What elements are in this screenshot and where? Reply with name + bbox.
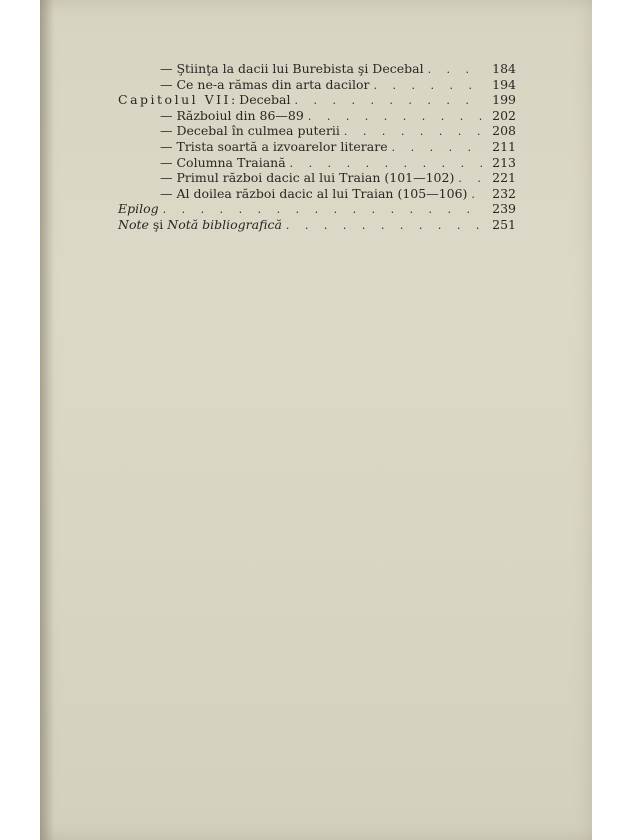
- dot-leader: [340, 124, 482, 140]
- entry-connector: şi: [148, 216, 168, 232]
- dot-leader: [159, 202, 482, 218]
- toc-entry-text: [118, 217, 282, 233]
- toc-entry: [118, 61, 516, 77]
- entry-dash: —: [160, 61, 177, 76]
- page-number: 251: [492, 216, 516, 232]
- entry-dash: —: [160, 107, 177, 123]
- dot-leader: [282, 218, 482, 234]
- toc-entry-text: [118, 155, 286, 171]
- dot-leader: [286, 156, 482, 172]
- toc-entry: [118, 123, 516, 139]
- toc-entry-text: [118, 186, 467, 202]
- entry-title: Ce ne-a rămas din arta dacilor: [176, 76, 370, 92]
- entry-dash: —: [160, 138, 177, 154]
- entry-title: : Decebal: [231, 92, 291, 108]
- toc-entry-text: [118, 170, 454, 186]
- dot-leader: [388, 140, 482, 156]
- entry-title: Primul război dacic al lui Traian (101—102): [176, 170, 455, 186]
- toc-entry: [118, 77, 516, 93]
- chapter-label: Capitolul VII: [118, 92, 231, 108]
- dot-leader: [454, 171, 482, 187]
- toc-entry: [118, 139, 516, 155]
- dot-leader: [304, 109, 482, 125]
- entry-dash: —: [160, 170, 177, 186]
- toc-entry-text: [118, 139, 388, 155]
- dot-leader: [424, 62, 482, 78]
- entry-dash: —: [160, 154, 177, 170]
- entry-title: Trista soartă a izvoarelor literare: [176, 138, 388, 154]
- spine-shadow: [40, 0, 54, 840]
- entry-dash: —: [160, 123, 177, 139]
- toc-entry-text: [118, 61, 424, 77]
- table-of-contents: [118, 61, 516, 233]
- toc-epilog-entry: [118, 201, 516, 217]
- page-number: 213: [492, 154, 516, 170]
- dot-leader: [290, 93, 482, 109]
- entry-title: Epilog: [118, 201, 159, 217]
- entry-title: Decebal în culmea puterii: [176, 123, 340, 139]
- entry-title: Ştiinţa la dacii lui Burebista şi Decebal: [176, 61, 424, 76]
- page-number: 221: [492, 170, 516, 186]
- toc-entry: [118, 155, 516, 171]
- toc-entry-text: [118, 108, 304, 124]
- entry-title: Columna Traiană: [176, 154, 286, 170]
- entry-dash: —: [160, 76, 177, 92]
- toc-entry-text: [118, 77, 370, 93]
- toc-chapter-entry: [118, 92, 516, 108]
- entry-title: Războiul din 86—89: [176, 107, 304, 123]
- page-number: 199: [492, 92, 516, 108]
- page-number: 208: [492, 123, 516, 139]
- dot-leader: [370, 78, 483, 94]
- toc-entry: [118, 186, 516, 202]
- toc-notes-entry: [118, 217, 516, 233]
- page-number: 232: [492, 185, 516, 201]
- page-number: 239: [492, 201, 516, 217]
- entry-dash: —: [160, 185, 177, 201]
- dot-leader: [467, 187, 482, 203]
- entry-title: Al doilea război dacic al lui Traian (105—106): [176, 185, 468, 201]
- toc-entry-text: [118, 123, 340, 139]
- toc-entry: [118, 170, 516, 186]
- page-number: 184: [492, 61, 516, 76]
- page-number: 194: [492, 76, 516, 92]
- toc-entry-text: [118, 92, 290, 108]
- toc-entry: [118, 108, 516, 124]
- page-number: 211: [492, 138, 516, 154]
- entry-title-secondary: Notă bibliografică: [167, 216, 282, 232]
- page-number: 202: [492, 107, 516, 123]
- entry-title: Note: [118, 216, 149, 232]
